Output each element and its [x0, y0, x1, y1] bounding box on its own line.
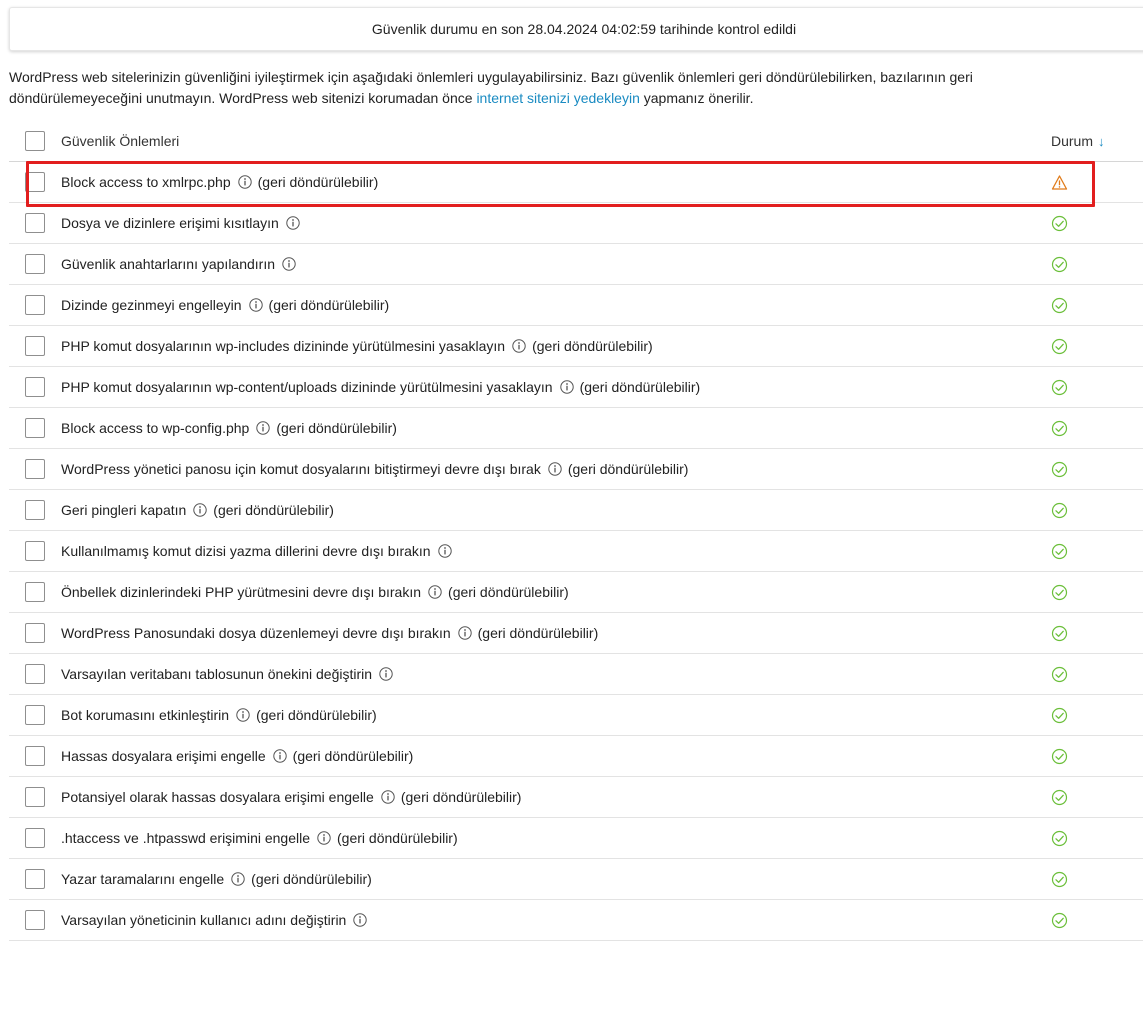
- reversible-note: (geri döndürülebilir): [256, 707, 377, 723]
- row-checkbox[interactable]: [25, 869, 45, 889]
- check-circle-icon: [1051, 420, 1068, 437]
- row-checkbox[interactable]: [25, 746, 45, 766]
- measure-label: Önbellek dizinlerindeki PHP yürütmesini devre dışı bırakın: [61, 584, 422, 600]
- check-circle-icon: [1051, 461, 1068, 478]
- check-circle-icon: [1051, 666, 1068, 683]
- intro-text-end: yapmanız önerilir.: [639, 90, 754, 106]
- measure-label: WordPress Panosundaki dosya düzenlemeyi devre dışı bırakın: [61, 625, 451, 641]
- row-checkbox[interactable]: [25, 787, 45, 807]
- info-icon[interactable]: [548, 462, 562, 476]
- table-row: [9, 326, 1143, 367]
- reversible-note: (geri döndürülebilir): [213, 502, 334, 518]
- check-circle-icon: [1051, 502, 1068, 519]
- table-row: [9, 162, 1143, 203]
- info-icon[interactable]: [238, 175, 252, 189]
- last-check-text: Güvenlik durumu en son 28.04.2024 04:02:59 tarihinde kontrol edildi: [371, 21, 797, 37]
- measure-label: Yazar taramalarını engelle: [61, 871, 225, 887]
- info-icon[interactable]: [512, 339, 526, 353]
- info-icon[interactable]: [231, 872, 245, 886]
- table-row: [9, 695, 1143, 736]
- table-row: [9, 859, 1143, 900]
- row-checkbox[interactable]: [25, 377, 45, 397]
- measure-label: Geri pingleri kapatın: [61, 502, 187, 518]
- table-row: [9, 408, 1143, 449]
- measure-label: Hassas dosyalara erişimi engelle: [61, 748, 266, 764]
- table-row: [9, 367, 1143, 408]
- row-checkbox[interactable]: [25, 336, 45, 356]
- check-circle-icon: [1051, 871, 1068, 888]
- reversible-note: (geri döndürülebilir): [567, 461, 689, 477]
- measure-label: Bot korumasını etkinleştirin: [61, 707, 230, 723]
- reversible-note: (geri döndürülebilir): [292, 748, 414, 764]
- reversible-note: (geri döndürülebilir): [400, 789, 522, 805]
- reversible-note: (geri döndürülebilir): [276, 420, 397, 436]
- sort-down-arrow-icon: ↓: [1098, 133, 1105, 149]
- info-icon[interactable]: [317, 831, 331, 845]
- row-checkbox[interactable]: [25, 418, 45, 438]
- table-row: [9, 531, 1143, 572]
- reversible-note: (geri döndürülebilir): [448, 584, 569, 600]
- check-circle-icon: [1051, 256, 1068, 273]
- check-circle-icon: [1051, 338, 1068, 355]
- check-circle-icon: [1051, 707, 1068, 724]
- measure-label: .htaccess ve .htpasswd erişimini engelle: [61, 830, 311, 846]
- warning-icon: [1051, 174, 1068, 191]
- info-icon[interactable]: [381, 790, 395, 804]
- measure-label: Block access to wp-config.php: [61, 420, 250, 436]
- reversible-note: (geri döndürülebilir): [477, 625, 599, 641]
- info-icon[interactable]: [428, 585, 442, 599]
- info-icon[interactable]: [273, 749, 287, 763]
- table-row: [9, 818, 1143, 859]
- row-checkbox[interactable]: [25, 664, 45, 684]
- intro-text: WordPress web sitelerinizin güvenliğini iyileştirmek için aşağıdaki önlemleri uygulayabilirsiniz. Bazı güvenlik önlemleri geri döndürülebilirken, bazılarının geri döndürülemeyeceğini unutmayın. WordPress web sitenizi korumadan önce: [9, 69, 973, 106]
- measure-label: Güvenlik anahtarlarını yapılandırın: [61, 256, 276, 272]
- info-icon[interactable]: [256, 421, 270, 435]
- info-icon[interactable]: [560, 380, 574, 394]
- table-row: [9, 203, 1143, 244]
- check-circle-icon: [1051, 748, 1068, 765]
- reversible-note: (geri döndürülebilir): [337, 830, 458, 846]
- measure-label: WordPress yönetici panosu için komut dosyalarını bitiştirmeyi devre dışı bırak: [61, 461, 541, 477]
- check-circle-icon: [1051, 297, 1068, 314]
- measure-label: PHP komut dosyalarının wp-content/uploads dizininde yürütülmesini yasaklayın: [61, 379, 553, 395]
- table-header: [9, 121, 1143, 162]
- info-icon[interactable]: [379, 667, 393, 681]
- info-icon[interactable]: [193, 503, 207, 517]
- check-circle-icon: [1051, 379, 1068, 396]
- check-circle-icon: [1051, 584, 1068, 601]
- row-checkbox[interactable]: [25, 705, 45, 725]
- security-measures-table: [9, 121, 1143, 941]
- info-icon[interactable]: [282, 257, 296, 271]
- row-checkbox[interactable]: [25, 541, 45, 561]
- row-checkbox[interactable]: [25, 254, 45, 274]
- select-all-checkbox[interactable]: [25, 131, 45, 151]
- info-icon[interactable]: [438, 544, 452, 558]
- intro-paragraph: [9, 67, 1049, 109]
- row-checkbox[interactable]: [25, 213, 45, 233]
- reversible-note: (geri döndürülebilir): [251, 871, 372, 887]
- table-row: [9, 244, 1143, 285]
- reversible-note: (geri döndürülebilir): [257, 174, 379, 190]
- measure-label: Varsayılan yöneticinin kullanıcı adını değiştirin: [61, 912, 347, 928]
- info-icon[interactable]: [236, 708, 250, 722]
- table-row: [9, 572, 1143, 613]
- table-row: [9, 613, 1143, 654]
- measure-label: Potansiyel olarak hassas dosyalara erişimi engelle: [61, 789, 374, 805]
- check-circle-icon: [1051, 830, 1068, 847]
- measure-label: PHP komut dosyalarının wp-includes dizininde yürütülmesini yasaklayın: [61, 338, 506, 354]
- row-checkbox[interactable]: [25, 828, 45, 848]
- table-row: [9, 736, 1143, 777]
- check-circle-icon: [1051, 912, 1068, 929]
- check-circle-icon: [1051, 625, 1068, 642]
- check-circle-icon: [1051, 215, 1068, 232]
- info-icon[interactable]: [286, 216, 300, 230]
- table-row: [9, 654, 1143, 695]
- column-header-status[interactable]: [1051, 121, 1105, 161]
- measure-label: Kullanılmamış komut dizisi yazma dillerini devre dışı bırakın: [61, 543, 431, 559]
- column-header-measures: Güvenlik Önlemleri: [61, 133, 180, 149]
- measure-label: Dizinde gezinmeyi engelleyin: [61, 297, 242, 313]
- measure-label: Varsayılan veritabanı tablosunun önekini değiştirin: [61, 666, 373, 682]
- info-icon[interactable]: [458, 626, 472, 640]
- reversible-note: (geri döndürülebilir): [579, 379, 701, 395]
- row-checkbox[interactable]: [25, 172, 45, 192]
- row-checkbox[interactable]: [25, 295, 45, 315]
- reversible-note: (geri döndürülebilir): [268, 297, 390, 313]
- info-icon[interactable]: [353, 913, 367, 927]
- table-row: [9, 449, 1143, 490]
- row-checkbox[interactable]: [25, 459, 45, 479]
- status-header-label: Durum: [1051, 133, 1094, 149]
- check-circle-icon: [1051, 543, 1068, 560]
- row-checkbox[interactable]: [25, 623, 45, 643]
- row-checkbox[interactable]: [25, 910, 45, 930]
- table-row: [9, 490, 1143, 531]
- security-status-banner: [9, 7, 1143, 51]
- reversible-note: (geri döndürülebilir): [532, 338, 653, 354]
- table-row: [9, 285, 1143, 326]
- backup-website-link[interactable]: internet sitenizi yedekleyin: [476, 90, 640, 106]
- row-checkbox[interactable]: [25, 582, 45, 602]
- row-checkbox[interactable]: [25, 500, 45, 520]
- measure-label: Block access to xmlrpc.php: [61, 174, 231, 190]
- check-circle-icon: [1051, 789, 1068, 806]
- info-icon[interactable]: [249, 298, 263, 312]
- table-row: [9, 900, 1143, 941]
- table-row: [9, 777, 1143, 818]
- measure-label: Dosya ve dizinlere erişimi kısıtlayın: [61, 215, 279, 231]
